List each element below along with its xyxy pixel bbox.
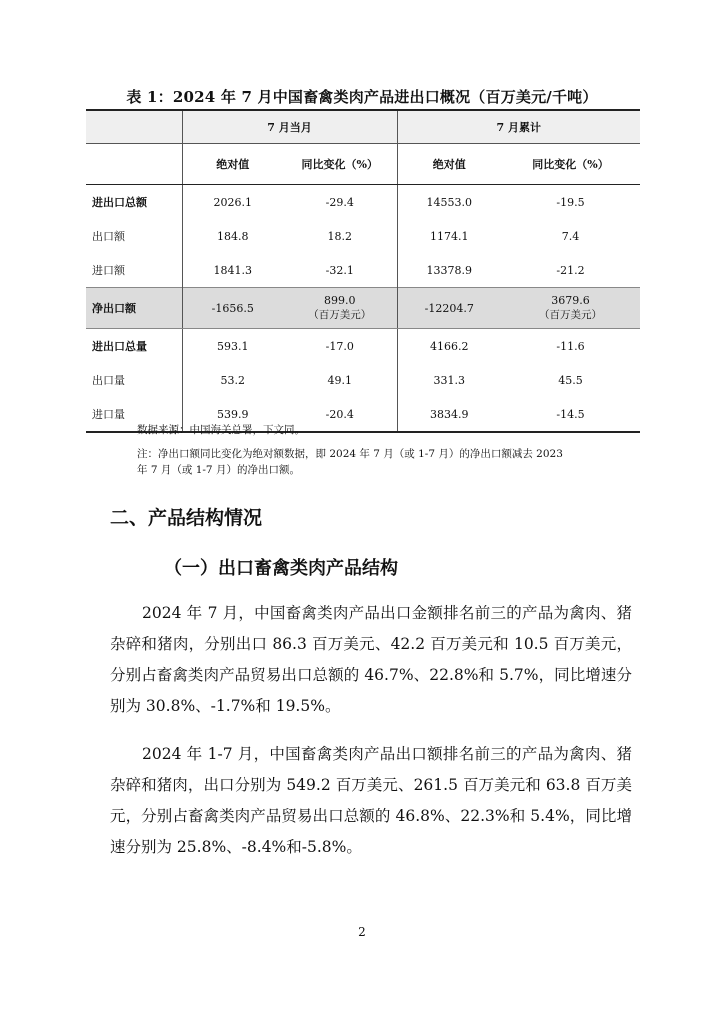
header-empty-cell xyxy=(86,144,182,185)
cell-change xyxy=(283,288,397,329)
row-label: 进口量 xyxy=(86,397,182,432)
cell-change-unit: （百万美元） xyxy=(308,309,372,321)
cell-value: -1656.5 xyxy=(182,288,283,329)
header-abs-month: 绝对值 xyxy=(182,144,283,185)
table-sub-header-row xyxy=(86,144,640,185)
table-row xyxy=(86,253,640,288)
cell-change: -32.1 xyxy=(283,253,397,288)
header-yoy-month: 同比变化（%） xyxy=(283,144,397,185)
row-label: 出口量 xyxy=(86,363,182,397)
header-abs-ytd: 绝对值 xyxy=(397,144,501,185)
cell-change: -17.0 xyxy=(283,329,397,364)
cell-change: -21.2 xyxy=(556,263,585,277)
table-row xyxy=(86,363,640,397)
cell-value: 593.1 xyxy=(217,339,249,353)
footnote-line-1: 注：净出口额同比变化为绝对额数据，即 2024 年 7 月（或 1-7 月）的净出口额减去 2023 xyxy=(137,448,563,460)
table-row-net-exports xyxy=(86,288,640,329)
cell-change: -20.4 xyxy=(283,397,397,432)
table-group-header-row xyxy=(86,110,640,144)
header-month: 7 月当月 xyxy=(182,110,397,144)
page-number: 2 xyxy=(358,925,366,939)
paragraph-monthly: 2024 年 7 月，中国畜禽类肉产品出口金额排名前三的产品为禽肉、猪杂碎和猪肉，分别出口 86.3 百万美元、42.2 百万美元和 10.5 百万美元，分别占畜禽类肉产品贸易出口总额的 46.7%、22.8%和 5.7%，同比增速分别为 30.8%、-1.7%和 19.5%。 xyxy=(110,604,632,715)
cell-value: 4166.2 xyxy=(430,339,469,353)
cell-value: 14553.0 xyxy=(426,195,473,209)
footnote-line-2: 年 7 月（或 1-7 月）的净出口额。 xyxy=(137,464,300,476)
cell-value: 2026.1 xyxy=(213,195,252,209)
row-label: 净出口额 xyxy=(86,288,182,329)
subsection-title: （一）出口畜禽类肉产品结构 xyxy=(164,558,398,579)
cell-change: -19.5 xyxy=(556,195,585,209)
cell-change: -11.6 xyxy=(556,339,585,353)
row-label: 出口额 xyxy=(86,219,182,253)
row-label: 进出口总量 xyxy=(86,329,182,364)
cell-change-unit: （百万美元） xyxy=(539,309,603,321)
cell-change: 18.2 xyxy=(283,219,397,253)
cell-value: 3834.9 xyxy=(397,397,501,432)
source-note: 数据来源：中国海关总署，下文同。 xyxy=(137,424,305,436)
table-title: 表 1：2024 年 7 月中国畜禽类肉产品进出口概况（百万美元/千吨） xyxy=(126,88,598,106)
cell-value: 53.2 xyxy=(220,373,245,387)
header-ytd: 7 月累计 xyxy=(397,110,640,144)
header-yoy-ytd: 同比变化（%） xyxy=(501,144,640,185)
cell-change: 49.1 xyxy=(283,363,397,397)
cell-change: -29.4 xyxy=(283,185,397,220)
cell-change-value: 3679.6 xyxy=(551,294,590,307)
header-empty-cell xyxy=(86,110,182,144)
cell-value: 1174.1 xyxy=(430,229,469,243)
cell-value: 13378.9 xyxy=(426,263,473,277)
cell-value: 184.8 xyxy=(217,229,249,243)
row-label: 进出口总额 xyxy=(86,185,182,220)
paragraph-ytd: 2024 年 1-7 月，中国畜禽类肉产品出口额排名前三的产品为禽肉、猪杂碎和猪肉，出口分别为 549.2 百万美元、261.5 百万美元和 63.8 百万美元，分别占畜禽类肉产品贸易出口总额的 46.8%、22.3%和 5.4%，同比增速分别为 25.8%、-8.4%和-5.8%。 xyxy=(110,745,632,856)
trade-overview-table xyxy=(86,109,640,433)
cell-value: 1841.3 xyxy=(213,263,252,277)
table-row xyxy=(86,185,640,220)
cell-value: 539.9 xyxy=(182,397,283,432)
cell-change: -14.5 xyxy=(501,397,640,432)
cell-change xyxy=(501,288,640,329)
row-label: 进口额 xyxy=(86,253,182,288)
table-row xyxy=(86,329,640,364)
section-title: 二、产品结构情况 xyxy=(110,507,263,529)
cell-value: 331.3 xyxy=(433,373,466,387)
cell-change: 7.4 xyxy=(561,229,580,243)
cell-value: -12204.7 xyxy=(397,288,501,329)
table-row xyxy=(86,219,640,253)
cell-change: 45.5 xyxy=(558,373,583,387)
cell-change-value: 899.0 xyxy=(324,294,356,307)
